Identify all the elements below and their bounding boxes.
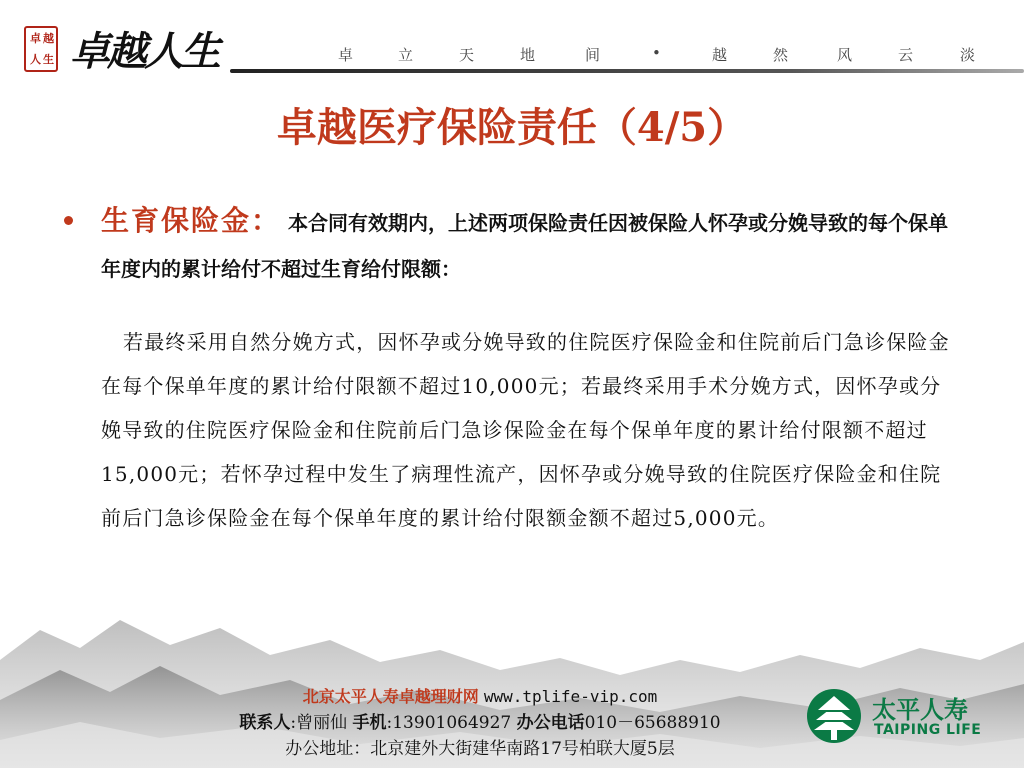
brand-calligraphy: 卓越人生 xyxy=(70,28,218,75)
website-link[interactable]: www.tplife-vip.com xyxy=(483,687,658,706)
bullet-icon xyxy=(64,216,73,225)
office-phone-label: 办公电话 xyxy=(516,713,585,733)
mobile-label: 手机 xyxy=(352,713,387,733)
company-name: 北京太平人寿卓越理财网 xyxy=(302,687,479,706)
slogan-char: 天 xyxy=(459,46,475,64)
body-paragraph: 若最终采用自然分娩方式，因怀孕或分娩导致的住院医疗保险金和住院前后门急诊保险金在每个保单年度的累计给付限额不超过10,000元；若最终采用手术分娩方式，因怀孕或分娩导致的住院医疗保险金和住院前后门急诊保险金在每个保单年度的累计给付限额不超过15,000元；若怀孕过程中发生了病理性流产，因怀孕或分娩导致的住院医疗保险金和住院前后门急诊保险金在每个保单年度的累计给付限额金额不超过5,000元。 xyxy=(101,330,950,530)
office-address: 办公地址：北京建外大街建华南路17号柏联大厦5层 xyxy=(285,739,675,759)
seal-char: 人 xyxy=(30,53,41,66)
slogan-char: 地 xyxy=(520,46,536,64)
seal-char: 卓 xyxy=(30,32,41,45)
mobile-number: :13901064927 xyxy=(386,713,512,733)
slide-title: 卓越医疗保险责任（4/5） xyxy=(276,104,748,151)
slogan-char: 间 xyxy=(585,46,601,64)
taiping-logo-icon xyxy=(806,688,862,744)
header-divider xyxy=(230,69,1024,73)
contact-name: :曾丽仙 xyxy=(290,713,348,733)
slogan-char: 云 xyxy=(898,46,914,64)
slogan-char: 淡 xyxy=(960,46,976,64)
slogan-char: • xyxy=(652,44,661,62)
slogan-char: 风 xyxy=(837,46,853,64)
footer-contact xyxy=(160,684,800,762)
bullet-text: 本合同有效期内，上述两项保险责任因被保险人怀孕或分娩导致的每个保单年度内的累计给付不超过生育给付限额： xyxy=(101,211,948,281)
contact-label: 联系人 xyxy=(239,713,291,733)
bullet-paragraph xyxy=(101,198,961,292)
slogan xyxy=(0,44,1024,66)
slogan-char: 然 xyxy=(773,46,789,64)
office-phone: 010－65688910 xyxy=(584,713,721,733)
seal-char: 越 xyxy=(43,32,54,45)
logo-text-cn: 太平人寿 xyxy=(872,696,968,724)
seal-char: 生 xyxy=(43,53,54,66)
slogan-char: 立 xyxy=(398,46,414,64)
slogan-char: 越 xyxy=(712,46,728,64)
slogan-char: 卓 xyxy=(338,46,354,64)
logo-text-en: TAIPING LIFE xyxy=(874,722,982,738)
bullet-heading: 生育保险金： xyxy=(101,204,282,237)
